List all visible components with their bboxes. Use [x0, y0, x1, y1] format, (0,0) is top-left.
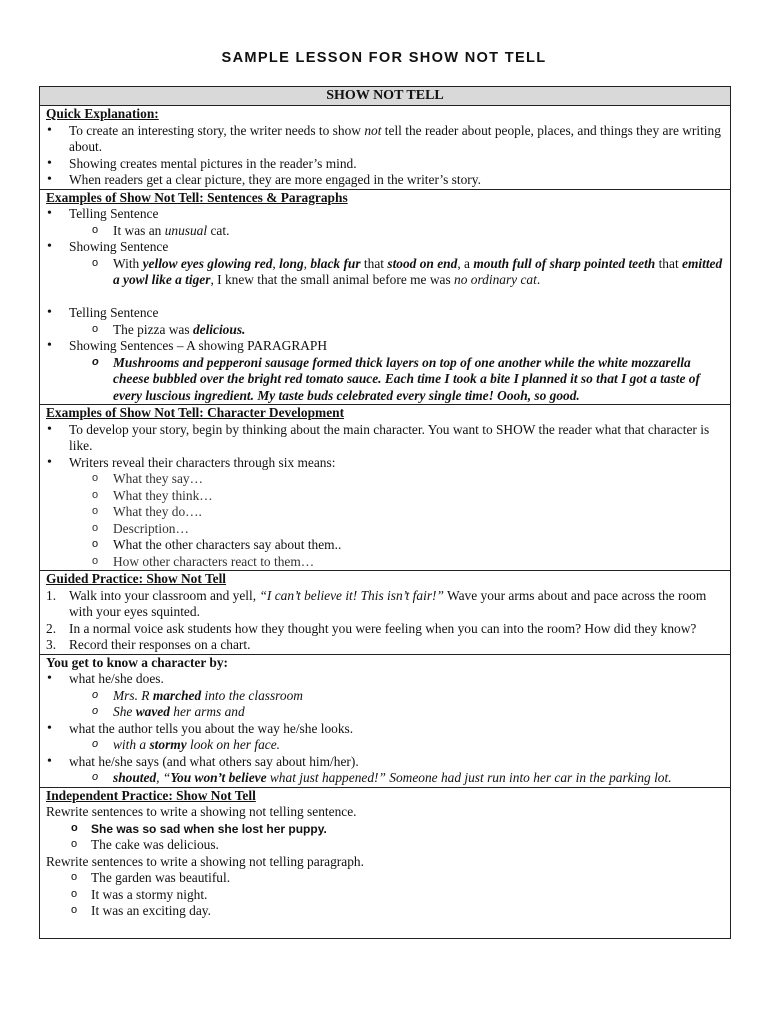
- section-character-development: [40, 405, 730, 571]
- sub-list-item: o She waved her arms and: [46, 704, 724, 721]
- list-item: • Showing Sentences – A showing PARAGRAPH: [46, 338, 724, 355]
- instruction: Rewrite sentences to write a showing not telling paragraph.: [46, 853, 364, 869]
- list-item: • When readers get a clear picture, they are more engaged in the writer’s story.: [46, 172, 724, 189]
- sub-list-item: o Mushrooms and pepperoni sausage formed thick layers on top of one another while the white mozzarella cheese bubbled over the bright red tomato sauce. Each time I took a bite I planned it so that I got a taste of every luscious ingredient. My taste buds celebrated every single time! Oooh, so good.: [46, 355, 724, 405]
- section-guided-practice: [40, 571, 730, 655]
- list-item: • what he/she says (and what others say about him/her).: [46, 754, 724, 771]
- lesson-table: [39, 86, 731, 939]
- sub-list-item: o The pizza was delicious.: [46, 322, 724, 339]
- list-item: • what he/she does.: [46, 671, 724, 688]
- sub-list-item: o The cake was delicious.: [46, 837, 724, 854]
- sub-list-item: o What they say…: [46, 471, 724, 488]
- list-item: • To develop your story, begin by thinking about the main character. You want to SHOW the reader what that character is like.: [46, 422, 724, 455]
- section-independent-practice: [40, 788, 730, 938]
- section-heading: Quick Explanation:: [46, 106, 159, 121]
- section-heading: Guided Practice: Show Not Tell: [46, 571, 227, 586]
- section-know-character: [40, 655, 730, 788]
- sub-list-item: o Mrs. R marched into the classroom: [46, 688, 724, 705]
- section-heading: Examples of Show Not Tell: Sentences & Paragraphs: [46, 189, 348, 205]
- list-item: • Writers reveal their characters through six means:: [46, 455, 724, 472]
- list-item: • Telling Sentence: [46, 206, 724, 223]
- sub-list-item: o shouted, “You won’t believe what just happened!” Someone had just run into her car in the parking lot.: [46, 770, 724, 787]
- sub-list-item: o How other characters react to them…: [46, 554, 724, 571]
- sub-list-item: o It was an exciting day.: [46, 903, 724, 920]
- section-heading: Examples of Show Not Tell: Character Development: [46, 405, 345, 420]
- sub-list-item: o With yellow eyes glowing red, long, black fur that stood on end, a mouth full of sharp pointed teeth that emitted a yowl like a tiger, I knew that the small animal before me was no ordinary cat.: [46, 256, 724, 289]
- sub-list-item: o with a stormy look on her face.: [46, 737, 724, 754]
- sub-list-item: o What they think…: [46, 488, 724, 505]
- numbered-item: 1. Walk into your classroom and yell, “I can’t believe it! This isn’t fair!” Wave your arms about and pace across the room with your eyes squinted.: [46, 587, 707, 619]
- sub-list-item: o What they do….: [46, 504, 724, 521]
- list-item: • Telling Sentence: [46, 305, 724, 322]
- table-header: SHOW NOT TELL: [40, 87, 730, 106]
- section-quick-explanation: [40, 106, 730, 190]
- list-item: • Showing creates mental pictures in the reader’s mind.: [46, 156, 724, 173]
- sub-list-item: o She was so sad when she lost her puppy.: [46, 821, 724, 838]
- sub-list-item: o It was a stormy night.: [46, 887, 724, 904]
- sub-list-item: o What the other characters say about them..: [46, 537, 724, 554]
- sub-list-item: o Description…: [46, 521, 724, 538]
- section-heading: Independent Practice: Show Not Tell: [46, 787, 256, 803]
- list-item: • Showing Sentence: [46, 239, 724, 256]
- section-examples: [40, 190, 730, 406]
- section-heading: You get to know a character by:: [46, 654, 228, 670]
- numbered-item: 3. Record their responses on a chart.: [46, 637, 251, 652]
- instruction: Rewrite sentences to write a showing not telling sentence.: [46, 804, 357, 819]
- document-title: SAMPLE LESSON FOR SHOW NOT TELL: [221, 50, 547, 66]
- list-item: • To create an interesting story, the writer needs to show not tell the reader about people, places, and things they are writing about.: [46, 123, 724, 156]
- numbered-item: 2. In a normal voice ask students how they thought you were feeling when you can into the room? How did they know?: [46, 620, 697, 636]
- sub-list-item: o It was an unusual cat.: [46, 223, 724, 240]
- list-item: • what the author tells you about the way he/she looks.: [46, 721, 724, 738]
- sub-list-item: o The garden was beautiful.: [46, 870, 724, 887]
